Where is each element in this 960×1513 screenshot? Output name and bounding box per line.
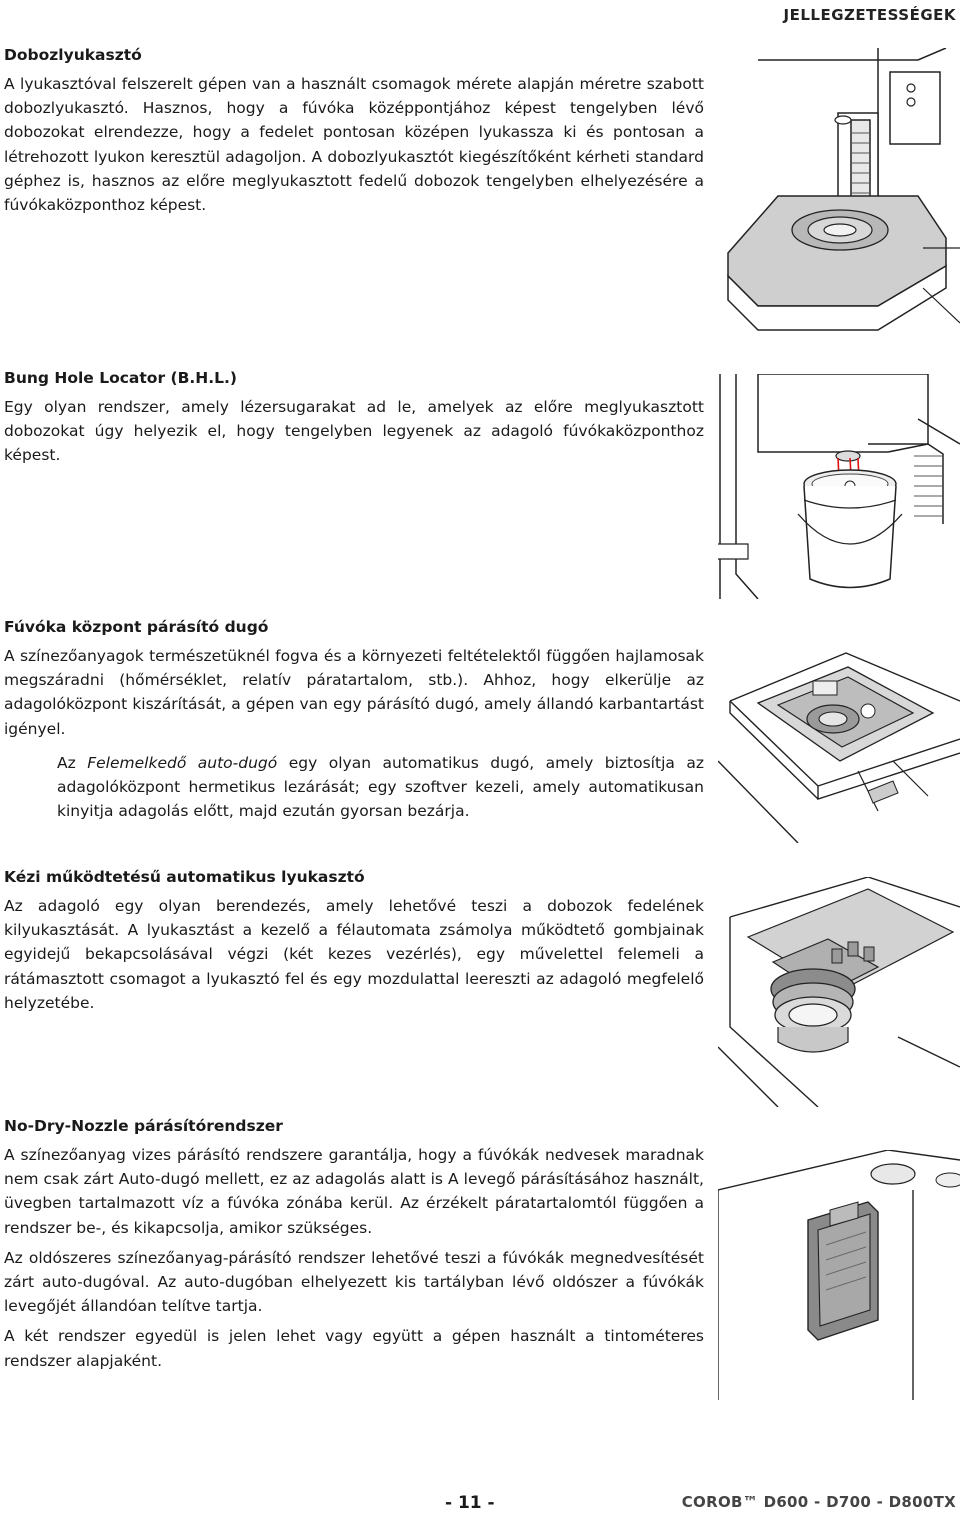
section-paragraph: Az oldószeres színezőanyag-párásító rendszer lehetővé teszi a fúvókák megnedvesítését zárt auto-dugóval. Az auto-dugóban elhelyezett kis tartályban lévő oldószer a fúvókák levegőjét állandóan telítve tartja. [4, 1248, 704, 1316]
section-bung-hole-locator [4, 369, 704, 474]
section-title: No-Dry-Nozzle párásítórendszer [4, 1117, 283, 1135]
section-paragraph: A két rendszer egyedül is jelen lehet vagy együtt a gépen használt a tintométeres rendszer alapjaként. [4, 1327, 704, 1370]
section-title: Fúvóka központ párásító dugó [4, 618, 269, 636]
section-paragraph: A színezőanyag vizes párásító rendszere garantálja, hogy a fúvókák nedvesek maradnak nem csak zárt Auto-dugó mellett, ez az adagolás alatt is A levegő párásításához használt, üvegben tartalmazott víz a fúvóka zónába kerül. Az érzékelt páratartalomtól függően a rendszer be-, és kikapcsolja, amikor szükséges. [4, 1146, 704, 1237]
section-title: Dobozlyukasztó [4, 46, 142, 64]
text-italic-term: Felemelkedő auto-dugó [87, 753, 278, 772]
section-can-punch [4, 46, 704, 223]
section-paragraph-indented [4, 751, 704, 824]
page-number: - 11 - [445, 1493, 495, 1513]
section-paragraph: A színezőanyagok természetüknél fogva és a környezeti feltételektől függően hajlamosak megszáradni (hőmérséklet, relatív páratartalom, stb.). Ahhoz, hogy elkerülje az adagolóközpont kiszárítását, a gépen van egy párásító dugó, amely állandó karbantartást igényel. [4, 647, 704, 738]
footer-model-name: COROB™ D600 - D700 - D800TX [681, 1493, 956, 1511]
illustration-can-punch [718, 48, 960, 338]
text-suffix: egy olyan automatikus dugó, amely biztosítja az adagolóközpont hermetikus lezárását; egy szoftver kezeli, amely automatikusan kinyitja adagolás előtt, majd ezután gyorsan bezárja. [57, 753, 704, 821]
section-nozzle-humidifier-plug [4, 618, 704, 829]
text-prefix: Az [57, 753, 88, 772]
section-title: Bung Hole Locator (B.H.L.) [4, 369, 237, 387]
section-paragraph: A lyukasztóval felszerelt gépen van a használt csomagok mérete alapján méretre szabott dobozlyukasztó. Hasznos, hogy a fúvóka középpontjához képest tengelyben lévő dobozokat elrendezze, hogy a fedelet pontosan középen lyukassza ki és pontosan a létrehozott lyukon keresztül adagoljon. A dobozlyukasztót kiegészítőként kérheti standard géphez is, hasznos az előre meglyukasztott fedelű dobozok tengelyben elhelyezésére a fúvókaközponthoz képest. [4, 75, 704, 215]
section-paragraph: Egy olyan rendszer, amely lézersugarakat ad le, amelyek az előre meglyukasztott dobozokat úgy helyezik el, hogy tengelyben legyenek az adagoló fúvókaközponthoz képest. [4, 398, 704, 465]
section-no-dry-nozzle [4, 1117, 704, 1379]
illustration-bung-hole-locator [718, 374, 960, 599]
illustration-manual-punch [718, 877, 960, 1107]
illustration-auto-cap [718, 621, 960, 843]
illustration-no-dry-nozzle [718, 1150, 960, 1400]
running-header: JELLEGZETESSÉGEK [783, 6, 956, 24]
section-manual-auto-punch [4, 868, 704, 1021]
section-title: Kézi működtetésű automatikus lyukasztó [4, 868, 365, 886]
section-paragraph: Az adagoló egy olyan berendezés, amely lehetővé teszi a dobozok fedelének kilyukasztását. A lyukasztást a kezelő a félautomata zsámolya működtető gombjainak egyidejű bekapcsolásával végzi (két kezes vezérlés), egy művelettel felemeli a rátámasztott csomagot a lyukasztó fel és egy mozdulattal leereszti az adagoló megfelelő helyzetébe. [4, 897, 704, 1012]
